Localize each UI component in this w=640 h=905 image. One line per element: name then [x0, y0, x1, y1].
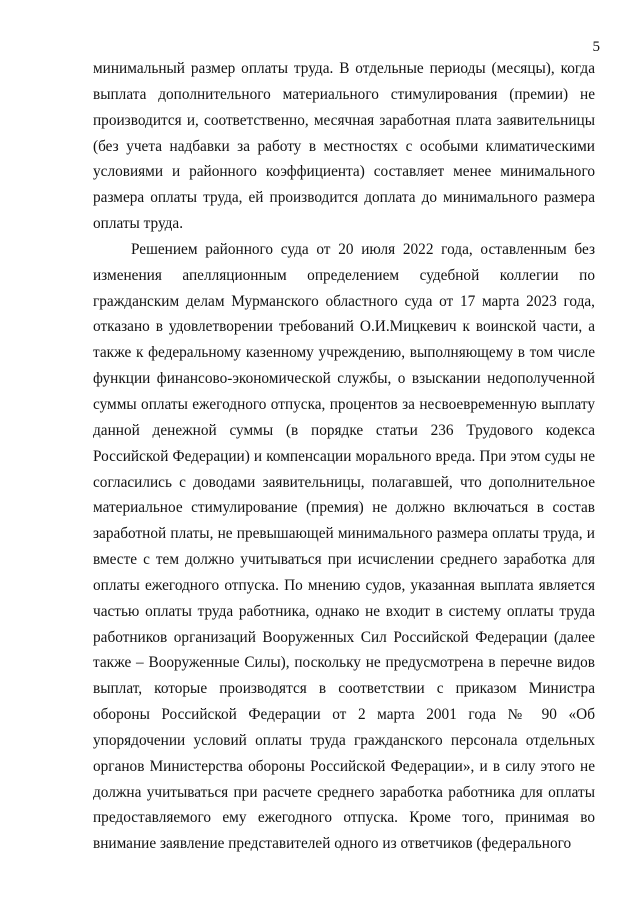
page-number: 5: [592, 39, 600, 55]
paragraph-court-decision: Решением районного суда от 20 июля 2022 года, оставленным без изменения апелляционным определением судебной коллегии по гражданским делам Мурманского областного суда от 17 марта 2023 года, отказано в удовлетворении требований О.И.Мицкевич к воинской части, а также к федеральному казенному учреждению, выполняющему в том числе функции финансово-экономической службы, о взыскании недополученной суммы оплаты ежегодного отпуска, процентов за несвоевременную выплату данной денежной суммы (в порядке статьи 236 Трудового кодекса Российской Федерации) и компенсации морального вреда. При этом суды не согласились с доводами заявительницы, полагавшей, что дополнительное материальное стимулирование (премия) не должно включаться в состав заработной платы, не превышающей минимального размера оплаты труда, и вместе с тем должно учитываться при исчислении среднего заработка для оплаты ежегодного отпуска. По мнению судов, указанная выплата является частью оплаты труда работника, однако не входит в систему оплаты труда работников организаций Вооруженных Сил Российской Федерации (далее также – Вооруженные Силы), поскольку не предусмотрена в перечне видов выплат, которые производятся в соответствии с приказом Министра обороны Российской Федерации от 2 марта 2001 года № 90 «Об упорядочении условий оплаты труда гражданского персонала отдельных органов Министерства обороны Российской Федерации», и в силу этого не должна учитываться при расчете среднего заработка работника для оплаты предоставляемого ему ежегодного отпуска. Кроме того, принимая во внимание заявление представителей одного из ответчиков (федерального: [93, 240, 595, 853]
document-body: [93, 56, 595, 857]
paragraph-continuation: минимальный размер оплаты труда. В отдельные периоды (месяцы), когда выплата дополнительного материального стимулирования (премии) не производится и, соответственно, месячная заработная плата заявительницы (без учета надбавки за работу в местностях с особыми климатическими условиями и районного коэффициента) составляет менее минимального размера оплаты труда, ей производится доплата до минимального размера оплаты труда.: [93, 60, 595, 233]
